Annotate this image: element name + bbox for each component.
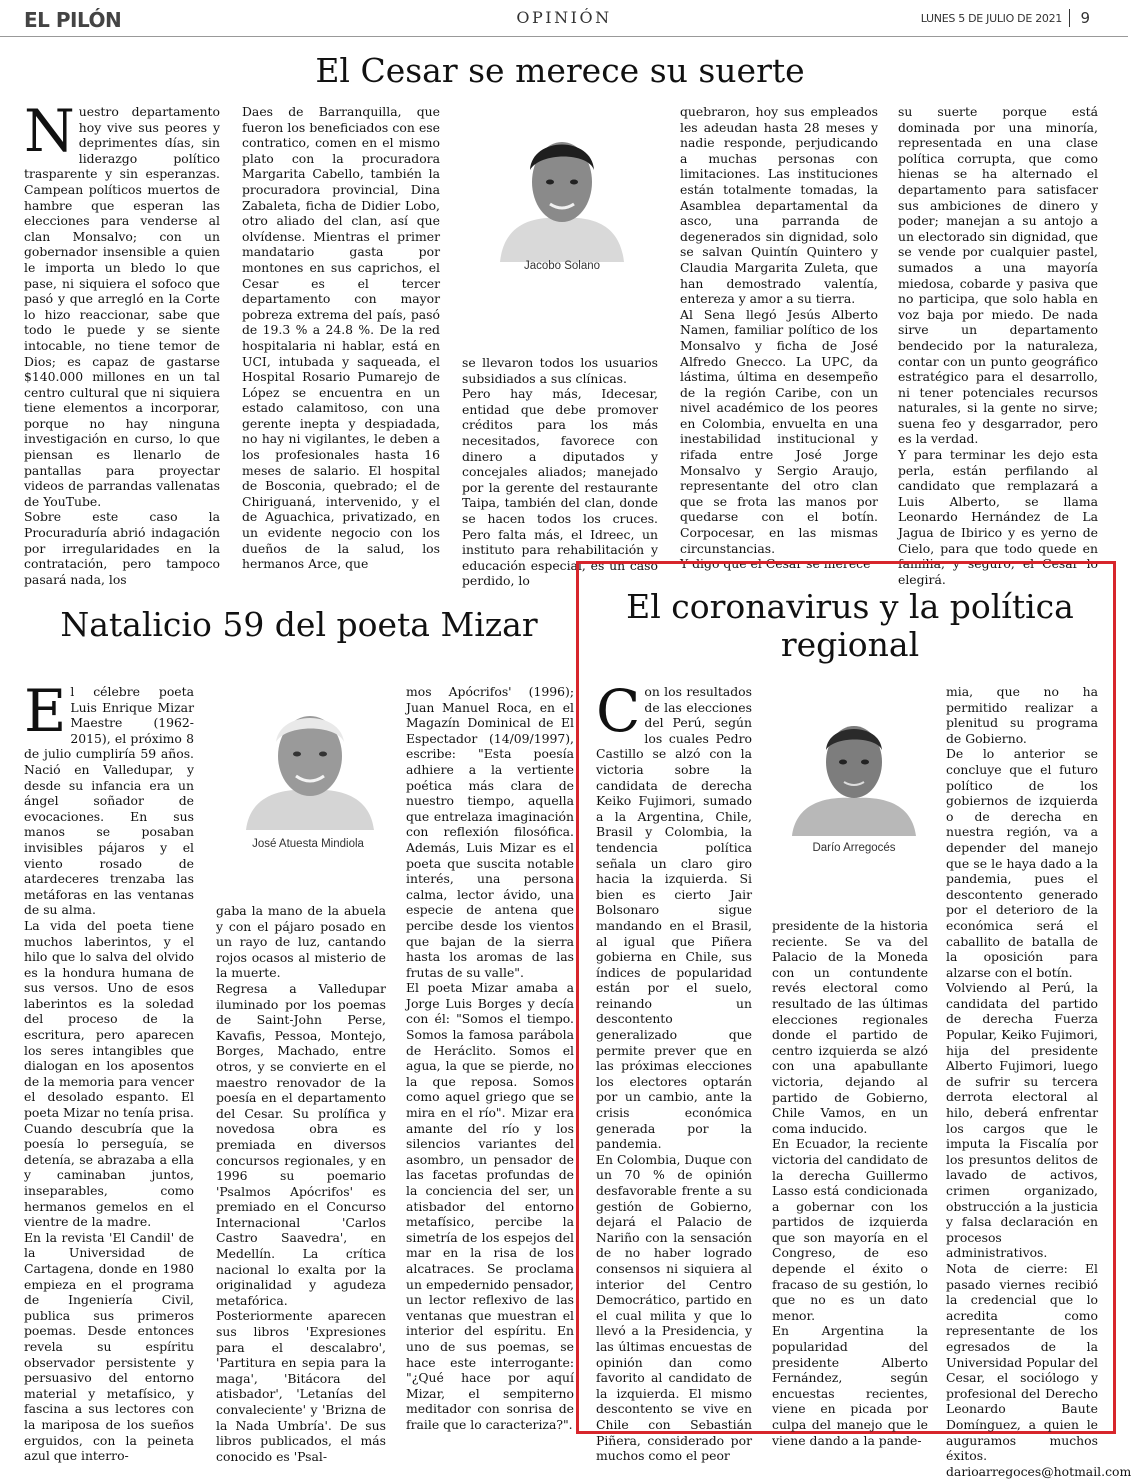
paragraph: Volviendo al Perú, la candidata del partido de derecha Fuerza Popular, Keiko Fujimori, hija del presidente Alberto Fujimori, luego de sufrir su tercera derrota electoral al hilo, deberá enfrentar los cargos que le imputa la Fiscalía por los presuntos delitos de lavado de activos, crimen organizado, obstrucción a la justicia y falsa declaración en procesos administrativos. <box>946 980 1098 1261</box>
paragraph: Nota de cierre: El pasado viernes recibió la credencial que lo acredita como representante de los egresados de la Universidad Popular del Cesar, el sociólogo y profesional del Derecho Leonardo Baute Domínguez, a quien le auguramos muchos éxitos. darioarregoces@hotmail.com <box>946 1260 1131 1479</box>
author-caption: Jacobo Solano <box>523 260 601 272</box>
logo-text: EL PILÓN <box>24 8 122 32</box>
paragraph: mia, que no ha permitido realizar a plenitud su programa de Gobierno. <box>946 684 1098 746</box>
author-photo-jose-atuesta <box>240 690 380 830</box>
paragraph: En Argentina la popularidad del presidente Alberto Fernández, según encuestas recientes, viene en picada por culpa del manejo que le viene dando a la pande- <box>772 1323 928 1448</box>
paragraph: En la revista 'El Candil' de la Universidad de Cartagena, donde en 1980 empieza en el programa de Ingeniería Civil, publica sus primeros poemas. Desde entonces revela su espíritu observador persistente y persuasivo del entorno material y metafísico, y fascina a sus lectores con la mariposa de los sueños erguidos, con la peineta azul que interro- <box>24 1229 194 1464</box>
drop-cap: E <box>24 677 67 745</box>
drop-cap: C <box>596 677 641 745</box>
issue-date: LUNES 5 DE JULIO DE 2021 <box>920 12 1062 25</box>
paragraph: l célebre poeta Luis Enrique Mizar Maestre (1962-2015), el próximo 8 de julio cumpliría 59 años. Nació en Valledupar, y desde su infancia era un ángel soñador de evocaciones. En sus manos se posaban invisibles pájaros y el viento rosado de atardeceres trenzaba las metáforas en las ventanas de su alma. <box>24 684 194 918</box>
article1-col5 <box>898 104 1098 587</box>
paragraph: En Colombia, Duque con un 70 % de opinión desfavorable frente a su gestión de Gobierno, dejará el Palacio de Nariño con la sensación de no haber logrado consensos ni siquiera al interior del Centro Democrático, partido en el cual milita y que lo llevó a la Presidencia, y las últimas encuestas de opinión dan como favorito al candidato de la izquierda. El mismo descontento se vive en Chile con Sebastián Piñera, considerado por muchos como el peor <box>596 1151 752 1464</box>
section-title: OPINIÓN <box>516 8 612 27</box>
article2-col1 <box>24 677 194 1464</box>
author-photo-jacobo-solano <box>492 112 632 262</box>
author-photo-dario-arregoces <box>786 700 922 836</box>
article1-col2 <box>242 104 440 572</box>
author-caption: José Atuesta Mindiola <box>252 838 364 850</box>
paragraph: quebraron, hoy sus empleados les adeudan hasta 28 meses y nadie responde, perjudicando a muchas personas con limitaciones. Las instituciones están totalmente tomadas, la Asamblea departamental da asco, una parranda de degenerados sin dignidad, solo se salvan Quintín Quintero y Claudia Margarita Zuleta, que han demostrado valentía, entereza y amor a su tierra. <box>680 104 878 307</box>
article3-col2 <box>772 918 928 1448</box>
paragraph: Al Sena llegó Jesús Alberto Namen, familiar político de los Monsalvo y ficha de José Alfredo Gnecco. La UPC, da lástima, última en desempeño de la región Caribe, con un nivel académico de los peores en Colombia, envuelta en una inestabilidad institucional y rifada entre José Jorge Monsalvo y Sergio Araujo, representante del otro clan que se frota las manos por quedarse con el botín. Corpocesar, en las mismas circunstancias. <box>680 306 878 556</box>
article1-col1 <box>24 97 220 587</box>
page-number: 9 <box>1069 9 1090 27</box>
paragraph: De lo anterior se concluye que el futuro político de los gobiernos de izquierda o de derecha en nuestra región, va a depender del manejo que se le haya dado a la pandemia, pues el descontento generado por el deterioro de la económica será el caballito de batalla de la oposición para alzarse con el botín. <box>946 746 1098 980</box>
paragraph: El poeta Mizar amaba a Jorge Luis Borges y decía con él: "Somos el tiempo. Somos la famosa parábola de Heráclito. Somos el agua, la que se pierde, no la que reposa. Somos como aquel griego que se mira en el río". Mizar era amante del río y los silencios variantes del asombro, un pensador de las facetas profundas de la conciencia del ser, un atisbador del entorno metafísico, percibe la simetría de los espejos del mar en la risa de los alcatraces. Se proclama un empedernido pensador, un lector reflexivo de las ventanas que muestran el interior del espíritu. En uno de sus poemas, se hace este interrogante: "¿Qué hace por aquí Mizar, el sempiterno meditador con sonrisa de fraile que lo caracteriza?". <box>406 980 574 1432</box>
paragraph: Sobre este caso la Procuraduría abrió indagación por irregularidades en la contratación, pero tampoco pasará nada, los <box>24 509 220 587</box>
paragraph: uestro departamento hoy vive sus peores y deprimentes días, sin liderazgo político trasparente y sin esperanzas. Campean políticos muertos de hambre que esperan las elecciones para venderse al clan Monsalvo; con un gobernador insensible a quien le importa un bledo lo que pase, ni siquiera el sofoco que pasó y que arregló en la Corte lo hizo reaccionar, sabe que todo le puede y se siente intocable, no tiene temor de Dios; es capaz de gastarse $140.000 millones en un tal centro cultural que ni siquiera tiene elementos a incorporar, porque no hay ninguna investigación en curso, lo que piensan es llenarlo de pantallas para proyectar videos de parrandas vallenatas de YouTube. <box>24 104 220 509</box>
article-title-cesar: El Cesar se merece su suerte <box>315 51 805 90</box>
author-caption: Darío Arregocés <box>812 842 896 854</box>
paragraph: La vida del poeta tiene muchos laberintos, y el hilo que lo salva del olvido es la hondura humana de sus versos. Uno de esos laberintos es la soledad del proceso de la escritura, pero aparecen los seres intangibles que dialogan en los aposentos de la memoria para vencer el desolado espanto. El poeta Mizar no tenía prisa. Cuando descubría que la poesía lo perseguía, se detenía, se abrazaba a ella y caminaban juntos, inseparables, como hermanos gemelos en el vientre de la madre. <box>24 917 194 1230</box>
article2-col2 <box>216 903 386 1464</box>
paragraph: Y para terminar les dejo esta perla, están perfilando al candidato que remplazará a Luis Alberto, se llama Leonardo Hernández de La Jagua de Ibirico y es yerno de Cielo, para que todo quede en familia, y seguro, el Cesar lo elegirá. <box>898 447 1098 587</box>
page-header <box>0 0 1128 37</box>
article1-col4 <box>680 104 878 572</box>
article-title-coronavirus: El coronavirus y la política regional <box>626 587 1074 664</box>
article3-col1 <box>596 677 752 1464</box>
article-title-mizar: Natalicio 59 del poeta Mizar <box>60 605 538 644</box>
paragraph: Y digo que el Cesar se merece <box>680 556 871 572</box>
paragraph: gaba la mano de la abuela y con el pájaro posado en un rayo de luz, cantando rojos ocasos al misterio de la muerte. <box>216 903 386 981</box>
paragraph: on los resultados de las elecciones del Perú, según los cuales Pedro Castillo se alzó con la victoria sobre la candidata de derecha Keiko Fujimori, sumado a la Argentina, Chile, Brasil y Colombia, la tendencia política señala un claro giro hacia la izquierda. Si bien es cierto Jair Bolsonaro sigue mandando en el Brasil, al igual que Piñera gobierna en Chile, sus índices de popularidad están por el suelo, reinando un descontento generalizado que permite prever que en las próximas elecciones los electores optarán por un cambio, ante la crisis económica generada por la pandemia. <box>596 684 752 1152</box>
article1-col3 <box>462 355 658 589</box>
article2-col3 <box>406 684 574 1432</box>
paragraph: Pero hay más, Idecesar, entidad que debe promover créditos para los más necesitados, favorece con dinero a diputados y concejales aliados; manejado por la gerente del restaurante Taipa, también del clan, donde se hacen todos los cruces. Pero falta más, el Idreec, un instituto para rehabilitación y educación especial, es un caso perdido, lo <box>462 386 658 589</box>
paragraph: En Ecuador, la reciente victoria del candidato de la derecha Guillermo Lasso está condicionada a gobernar con los partidos de izquierda que son mayoría en el Congreso, de eso depende el éxito o fracaso de su gestión, lo que no es un dato menor. <box>772 1136 928 1323</box>
paragraph: Daes de Barranquilla, que fueron los beneficiados con ese contratico, comen en el mismo plato con la procuradora Margarita Cabello, también la procuradora provincial, Dina Zabaleta, ficha de Didier Lobo, otro aliado del clan, así que olvídense. Mientras el primer mandatario gasta por montones en sus caprichos, el Cesar es el tercer departamento con mayor pobreza extrema del país, pasó de 19.3 % a 24.8 %. De la red hospitalaria ni hablar, está en UCI, intubada y saqueada, el Hospital Rosario Pumarejo de López se encuentra en un estado calamitoso, con una gerente inepta y despiadada, no hay ni vigilantes, le deben a los profesionales hasta 16 meses de salario. El hospital de Bosconia, quebrado; el de Chiriguaná, intervenido, y el de Aguachica, privatizado, en un evidente negocio con los dueños de la salud, los hermanos Arce, que <box>242 104 440 572</box>
paragraph: Regresa a Valledupar iluminado por los poemas de Saint-John Perse, Kavafis, Pessoa, Montejo, Borges, Machado, entre otros, y se convierte en el maestro renovador de la poesía en el departamento del Cesar. Su prolífica y novedosa obra es premiada en diversos concursos regionales, y en 1996 su poemario 'Psalmos Apócrifos' es premiado en el Concurso Internacional 'Carlos Castro Saavedra', en Medellín. La crítica nacional lo exalta por la originalidad y agudeza metafórica. Posteriormente aparecen sus libros 'Expresiones para el descalabro', 'Partitura en sepia para la maga', 'Bitácora del atisbador', 'Letanías del convaleciente' y 'Brizna de la Nada Umbría'. De sus libros publicados, el más conocido es 'Psal- <box>216 980 386 1464</box>
drop-cap: N <box>24 97 75 165</box>
article3-col3 <box>946 684 1131 1479</box>
paragraph: su suerte porque está dominada por una minoría, representada en una clase política corrupta, que como hienas se ha alternado el departamento para satisfacer sus ambiciones de dinero y poder; manejan a su antojo a un electorado sin dignidad, que se vende por cualquier pastel, sumados a una mayoría miedosa, cobarde y pasiva que no participa, que solo habla en voz baja por miedo. De nada sirve un departamento bendecido por la naturaleza, contar con un punto geográfico estratégico para el desarrollo, ni tener potenciales recursos naturales, si la gente no sirve; suena feo y desgarrador, pero es la verdad. <box>898 104 1098 447</box>
paragraph: presidente de la historia reciente. Se va del Palacio de la Moneda con un contundente revés electoral como resultado de las últimas elecciones regionales donde el partido de centro izquierda se alzó con una apabullante victoria, dejando al partido de Gobierno, Chile Vamos, en un coma inducido. <box>772 918 928 1136</box>
paragraph: se llevaron todos los usuarios subsidiados a sus clínicas. <box>462 355 658 386</box>
paragraph: mos Apócrifos' (1996); Juan Manuel Roca, en el Magazín Dominical de El Espectador (14/09/1997), escribe: "Esta poesía adhiere a la vertiente poética más clara de nuestro tiempo, aquella que entrelaza imaginación con reflexión filosófica. Además, Luis Mizar es el poeta que suscita notable interés, una persona calma, lector ávido, una especie de antena que percibe desde los vientos que bajan de la sierra hasta los aromas de las frutas de su valle". <box>406 684 574 980</box>
